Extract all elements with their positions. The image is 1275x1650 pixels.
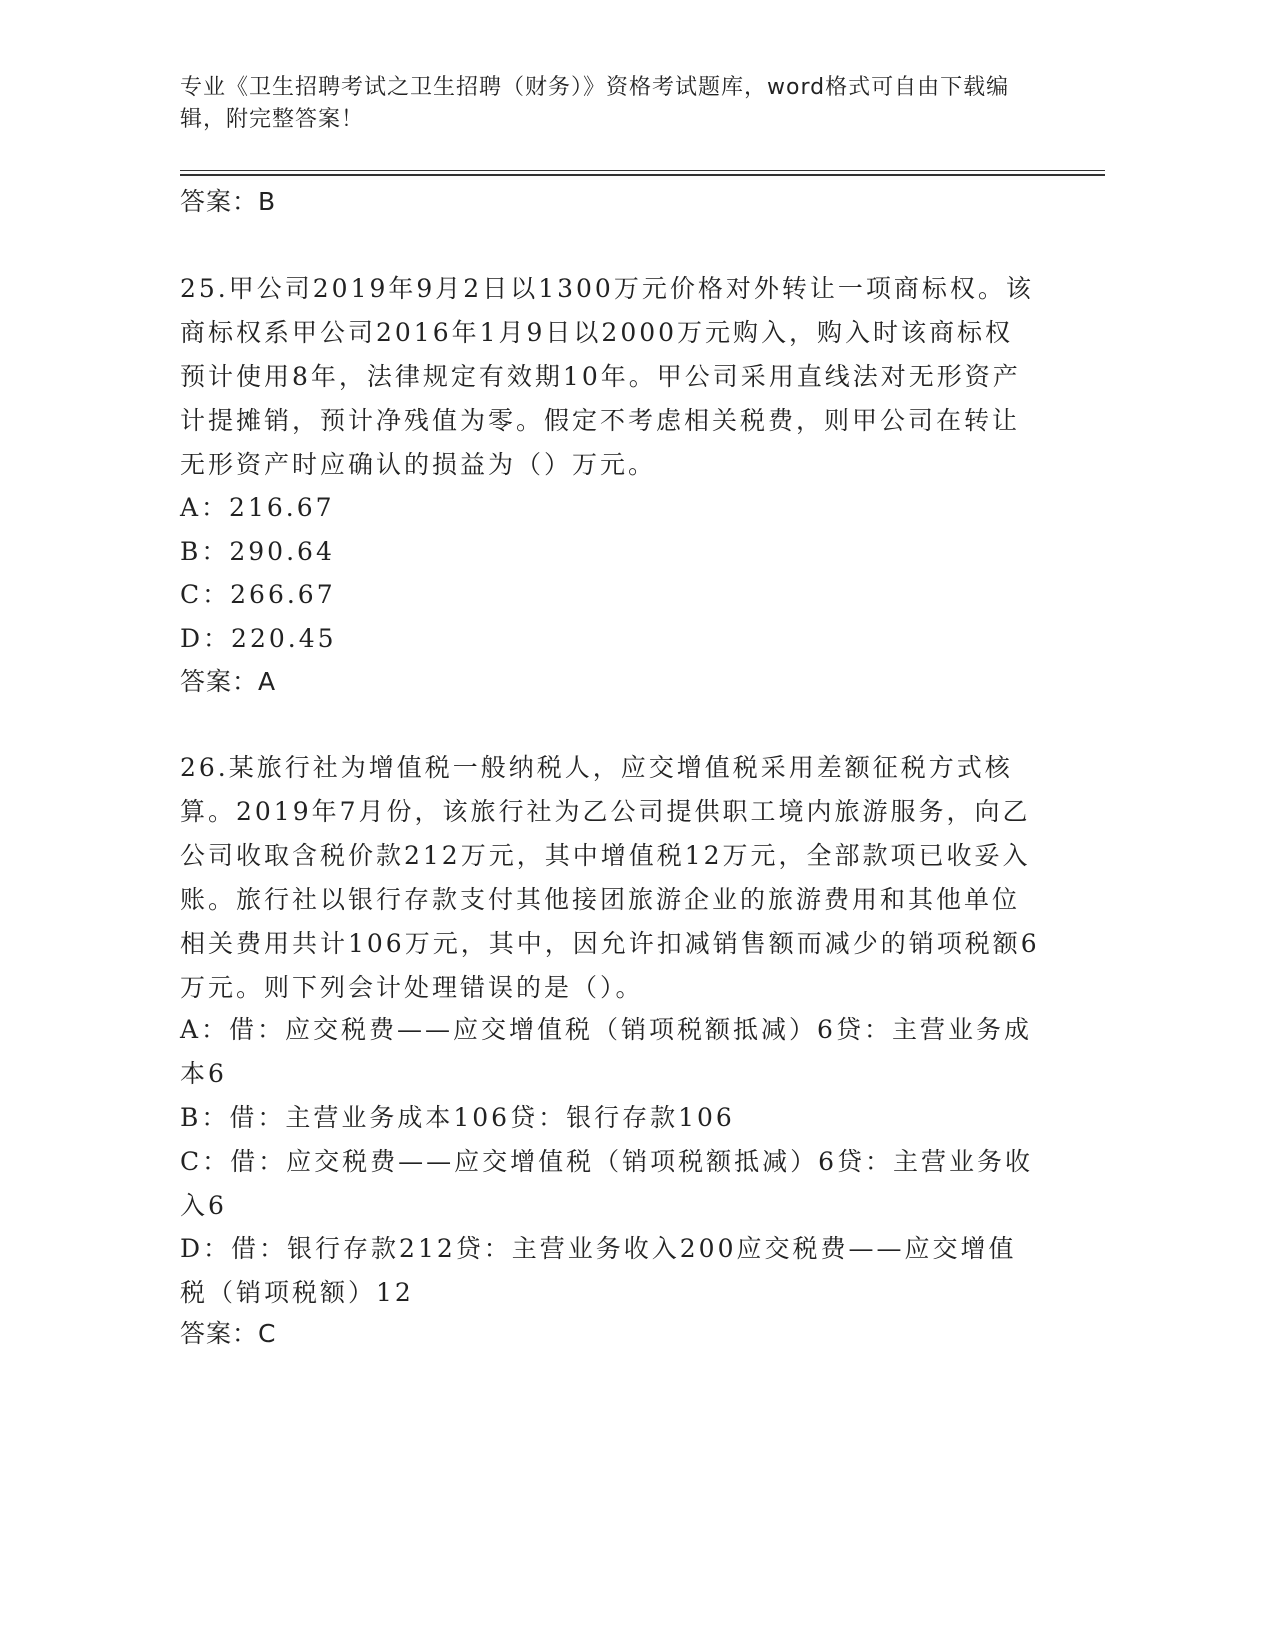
document-header: 专业《卫生招聘考试之卫生招聘（财务）》资格考试题库，word格式可自由下载编辑，附完整答案！ [180,75,1010,132]
question-25-option-b: B：290.64 [180,537,335,566]
header-divider-thick [180,174,1105,176]
question-26-option-b: B：借：主营业务成本106贷：银行存款106 [180,1103,735,1132]
previous-answer: 答案：B [180,187,277,216]
question-25-answer: 答案：A [180,667,277,696]
header-divider-thin [180,170,1105,171]
question-26-option-a: A：借：应交税费——应交增值税（销项税额抵减）6贷：主营业务成本6 [180,1015,1032,1088]
question-25-option-d: D：220.45 [180,624,337,653]
question-26-option-d: D：借：银行存款212贷：主营业务收入200应交税费——应交增值税（销项税额）12 [180,1234,1017,1307]
question-26-option-c: C：借：应交税费——应交增值税（销项税额抵减）6贷：主营业务收入6 [180,1147,1034,1220]
question-26-stem: 26.某旅行社为增值税一般纳税人，应交增值税采用差额征税方式核算。2019年7月份，该旅行社为乙公司提供职工境内旅游服务，向乙公司收取含税价款212万元，其中增值税12万元，全部款项已收妥入账。旅行社以银行存款支付其他接团旅游企业的旅游费用和其他单位相关费用共计106万元，其中，因允许扣减销售额而减少的销项税额6万元。则下列会计处理错误的是（）。 [180,753,1040,1002]
question-25-stem: 25.甲公司2019年9月2日以1300万元价格对外转让一项商标权。该商标权系甲公司2016年1月9日以2000万元购入，购入时该商标权预计使用8年，法律规定有效期10年。甲公司采用直线法对无形资产计提摊销，预计净残值为零。假定不考虑相关税费，则甲公司在转让无形资产时应确认的损益为（）万元。 [180,274,1034,479]
question-25-option-a: A：216.67 [180,493,335,522]
question-26-answer: 答案：C [180,1319,277,1348]
question-25-option-c: C：266.67 [180,580,336,609]
